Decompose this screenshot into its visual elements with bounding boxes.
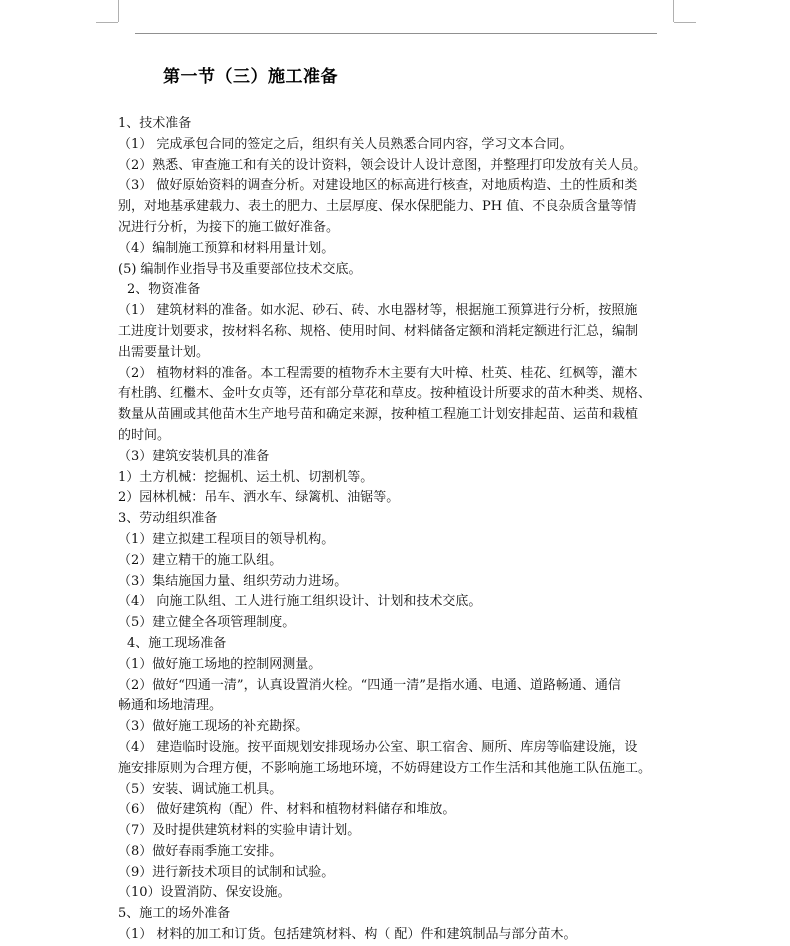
- section-heading: 4、施工现场准备: [127, 635, 227, 651]
- paragraph-line: （2）做好“四通一清”，认真设置消火栓。“四通一清”是指水通、电通、道路畅通、通信: [118, 677, 621, 693]
- paragraph-line: （4）编制施工预算和材料用量计划。: [118, 240, 335, 256]
- paragraph-line: 出需要量计划。: [118, 344, 210, 360]
- section-heading: 1、技术准备: [118, 116, 192, 131]
- paragraph-line: （5）建立健全各项管理制度。: [118, 615, 296, 631]
- header-rule: [135, 33, 657, 34]
- paragraph-line: 的时间。: [118, 427, 171, 443]
- paragraph-line: （1） 完成承包合同的签定之后，组织有关人员熟悉合同内容，学习文本合同。: [118, 136, 573, 152]
- document-body: [118, 114, 678, 946]
- paragraph-line: （6） 做好建筑构（配）件、材料和植物材料储存和堆放。: [118, 802, 456, 818]
- paragraph-line: 畅通和场地清理。: [118, 698, 223, 714]
- crop-mark-top-right: [673, 0, 674, 22]
- paragraph-line: （3）做好施工现场的补充勘探。: [118, 719, 309, 735]
- paragraph-line: （1） 建筑材料的准备。如水泥、砂石、砖、水电器材等，根据施工预算进行分析，按照施: [118, 303, 638, 319]
- section-heading: 2、物资准备: [127, 282, 201, 298]
- section-heading: 3、劳动组织准备: [118, 511, 218, 527]
- paragraph-line: （1） 材料的加工和订货。包括建筑材料、构（ 配）件和建筑制品与部分苗木。: [118, 927, 577, 943]
- paragraph-line: （1）建立拟建工程项目的领导机构。: [118, 531, 335, 547]
- crop-mark-top-left: [96, 22, 118, 23]
- crop-mark-top-right: [674, 22, 696, 23]
- section-heading: 5、施工的场外准备: [118, 906, 231, 922]
- paragraph-line: （2）熟悉、审查施工和有关的设计资料，领会设计人设计意图，并整理打印发放有关人员。: [118, 157, 647, 173]
- paragraph-line: （8）做好春雨季施工安排。: [118, 843, 283, 859]
- paragraph-line: 2）园林机械：吊车、洒水车、绿篱机、油锯等。: [118, 490, 400, 506]
- paragraph-line: （2） 植物材料的准备。本工程需要的植物乔木主要有大叶樟、杜英、桂花、红枫等，灌木: [118, 365, 638, 381]
- paragraph-line: 数量从苗圃或其他苗木生产地号苗和确定来源，按种植工程施工计划安排起苗、运苗和栽植: [118, 407, 639, 423]
- paragraph-line: （5）安装、调试施工机具。: [118, 781, 283, 797]
- paragraph-line: （3）集结施国力量、组织劳动力进场。: [118, 573, 348, 589]
- paragraph-line: （4） 向施工队组、工人进行施工组织设计、计划和技术交底。: [118, 594, 482, 610]
- paragraph-line: （4） 建造临时设施。按平面规划安排现场办公室、职工宿舍、厕所、库房等临建设施，设: [118, 739, 638, 755]
- paragraph-line: 别，对地基承建载力、表土的肥力、土层厚度、保水保肥能力、PH 值、不良杂质含量等情: [118, 199, 637, 215]
- paragraph-line: 况进行分析，为接下的施工做好准备。: [118, 219, 340, 235]
- paragraph-line: （3） 做好原始资料的调查分析。对建设地区的标高进行核查，对地质构造、土的性质和类: [118, 178, 638, 194]
- paragraph-line: （1）做好施工场地的控制网测量。: [118, 656, 322, 672]
- crop-mark-top-left: [118, 0, 119, 22]
- paragraph-line: 工进度计划要求，按材料名称、规格、使用时间、材料储备定额和消耗定额进行汇总，编制: [118, 323, 639, 339]
- paragraph-line: (5) 编制作业指导书及重要部位技术交底。: [118, 261, 362, 277]
- section-title: 第一节（三）施工准备: [163, 67, 338, 87]
- paragraph-line: 1）土方机械：挖掘机、运土机、切割机等。: [118, 469, 374, 485]
- paragraph-line: （9）进行新技术项目的试制和试验。: [118, 864, 335, 880]
- paragraph-line: 有杜鹃、红檵木、金叶女贞等，还有部分草花和草皮。按种植设计所要求的苗木种类、规格、: [118, 386, 652, 402]
- paragraph-line: （3）建筑安装机具的准备: [118, 448, 270, 464]
- paragraph-line: 施安排原则为合理方便，不影响施工场地环境，不妨碍建设方工作生活和其他施工队伍施工。: [118, 760, 652, 776]
- paragraph-line: （7）及时提供建筑材料的实验申请计划。: [118, 823, 361, 839]
- paragraph-line: （2）建立精干的施工队组。: [118, 552, 283, 568]
- paragraph-line: （10）设置消防、保安设施。: [118, 885, 291, 901]
